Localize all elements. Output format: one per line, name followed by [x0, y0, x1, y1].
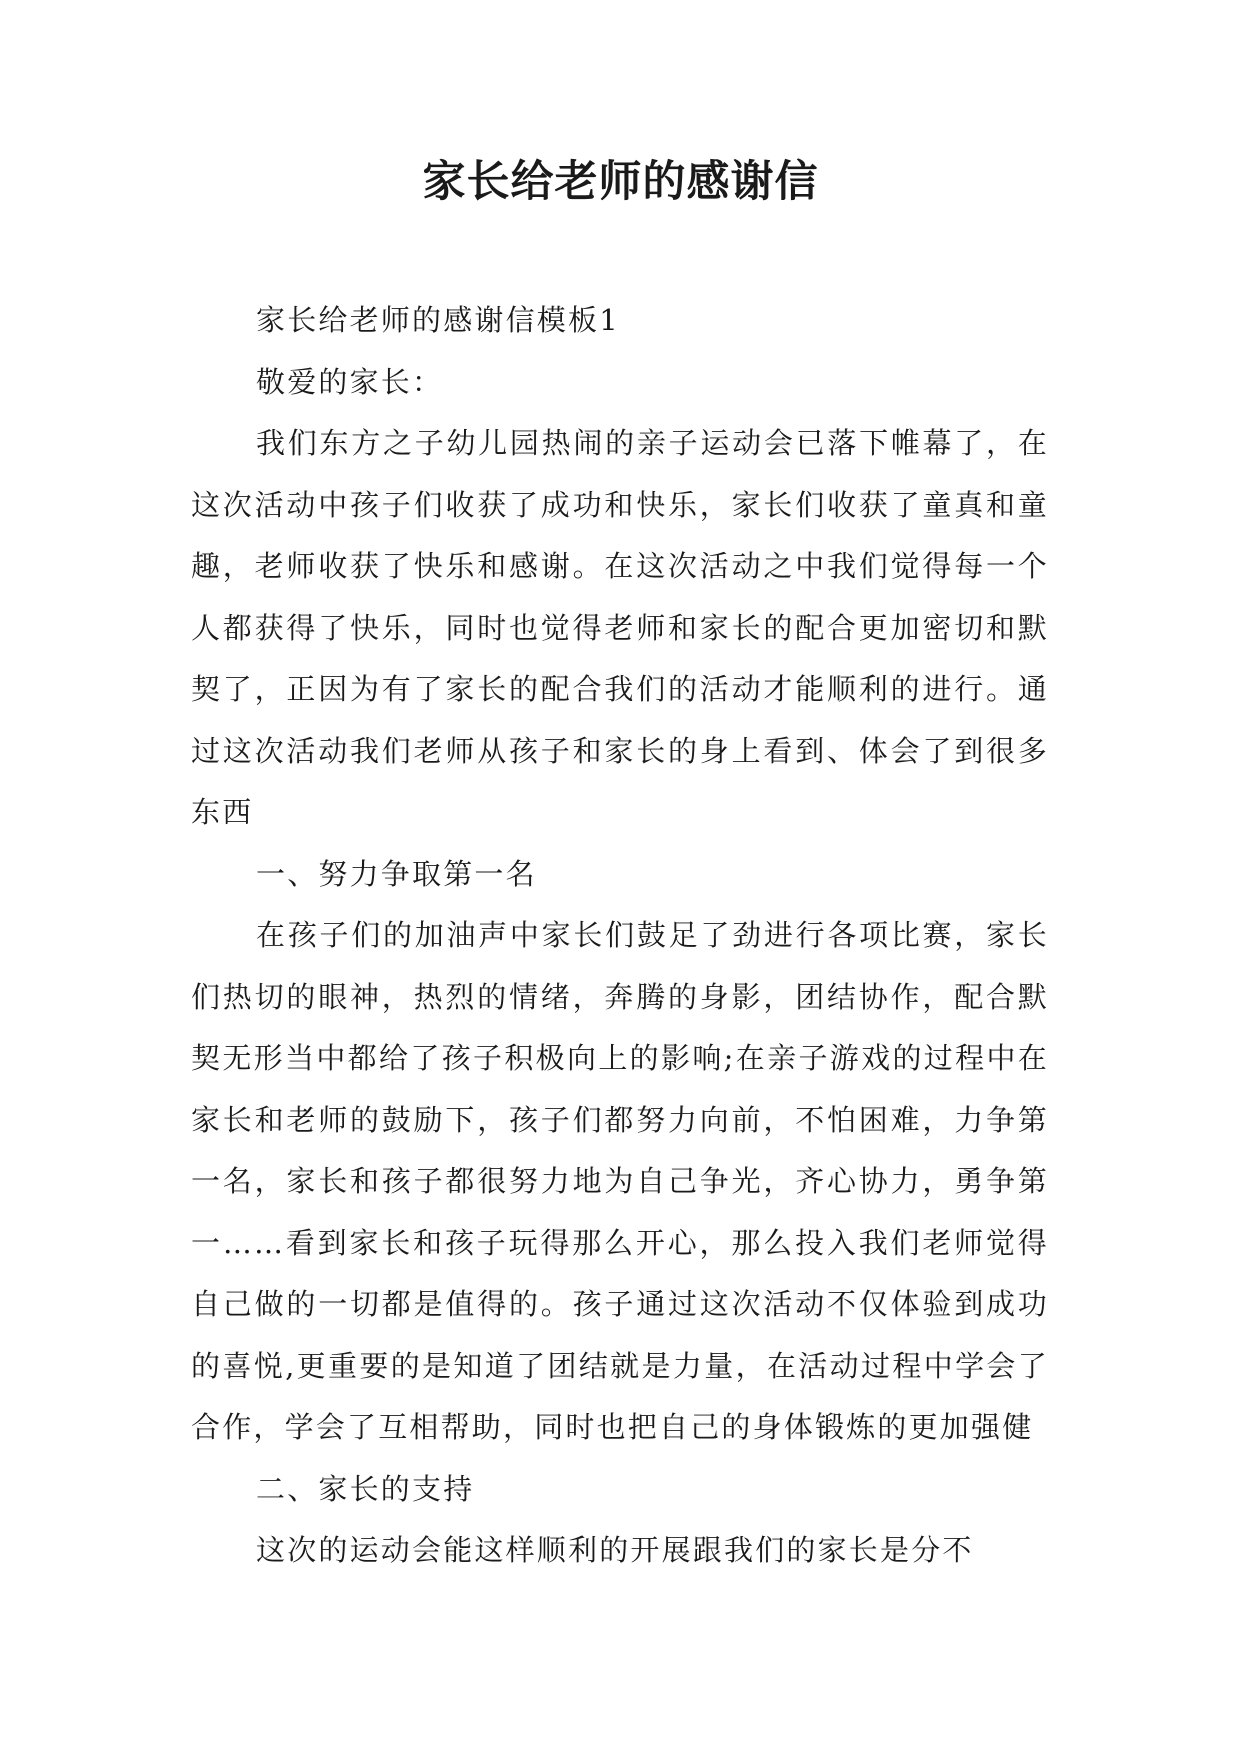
- section-heading-2: 二、家长的支持: [256, 1471, 475, 1506]
- salutation: 敬爱的家长：: [256, 364, 444, 399]
- template-heading: 家长给老师的感谢信模板1: [256, 303, 620, 337]
- body-paragraph: 在孩子们的加油声中家长们鼓足了劲进行各项比赛，家长们热切的眼神，热烈的情绪，奔腾的身影，团结协作，配合默契无形当中都给了孩子积极向上的影响;在亲子游戏的过程中在家长和老师的鼓励下，孩子们都努力向前，不怕困难，力争第一名，家长和孩子都很努力地为自己争光，齐心协力，勇争第一……看到家长和孩子玩得那么开心，那么投入我们老师觉得自己做的一切都是值得的。孩子通过这次活动不仅体验到成功的喜悦,更重要的是知道了团结就是力量，在活动过程中学会了合作，学会了互相帮助，同时也把自己的身体锻炼的更加强健: [191, 918, 1049, 1444]
- body-paragraph: 我们东方之子幼儿园热闹的亲子运动会已落下帷幕了，在这次活动中孩子们收获了成功和快乐，家长们收获了童真和童趣，老师收获了快乐和感谢。在这次活动之中我们觉得每一个人都获得了快乐，同时也觉得老师和家长的配合更加密切和默契了，正因为有了家长的配合我们的活动才能顺利的进行。通过这次活动我们老师从孩子和家长的身上看到、体会了到很多东西: [191, 426, 1049, 829]
- body-paragraph: 这次的运动会能这样顺利的开展跟我们的家长是分不: [256, 1533, 974, 1567]
- document-title: 家长给老师的感谢信: [422, 157, 819, 207]
- section-heading-1: 一、努力争取第一名: [256, 856, 537, 891]
- document-body: [191, 290, 1049, 1582]
